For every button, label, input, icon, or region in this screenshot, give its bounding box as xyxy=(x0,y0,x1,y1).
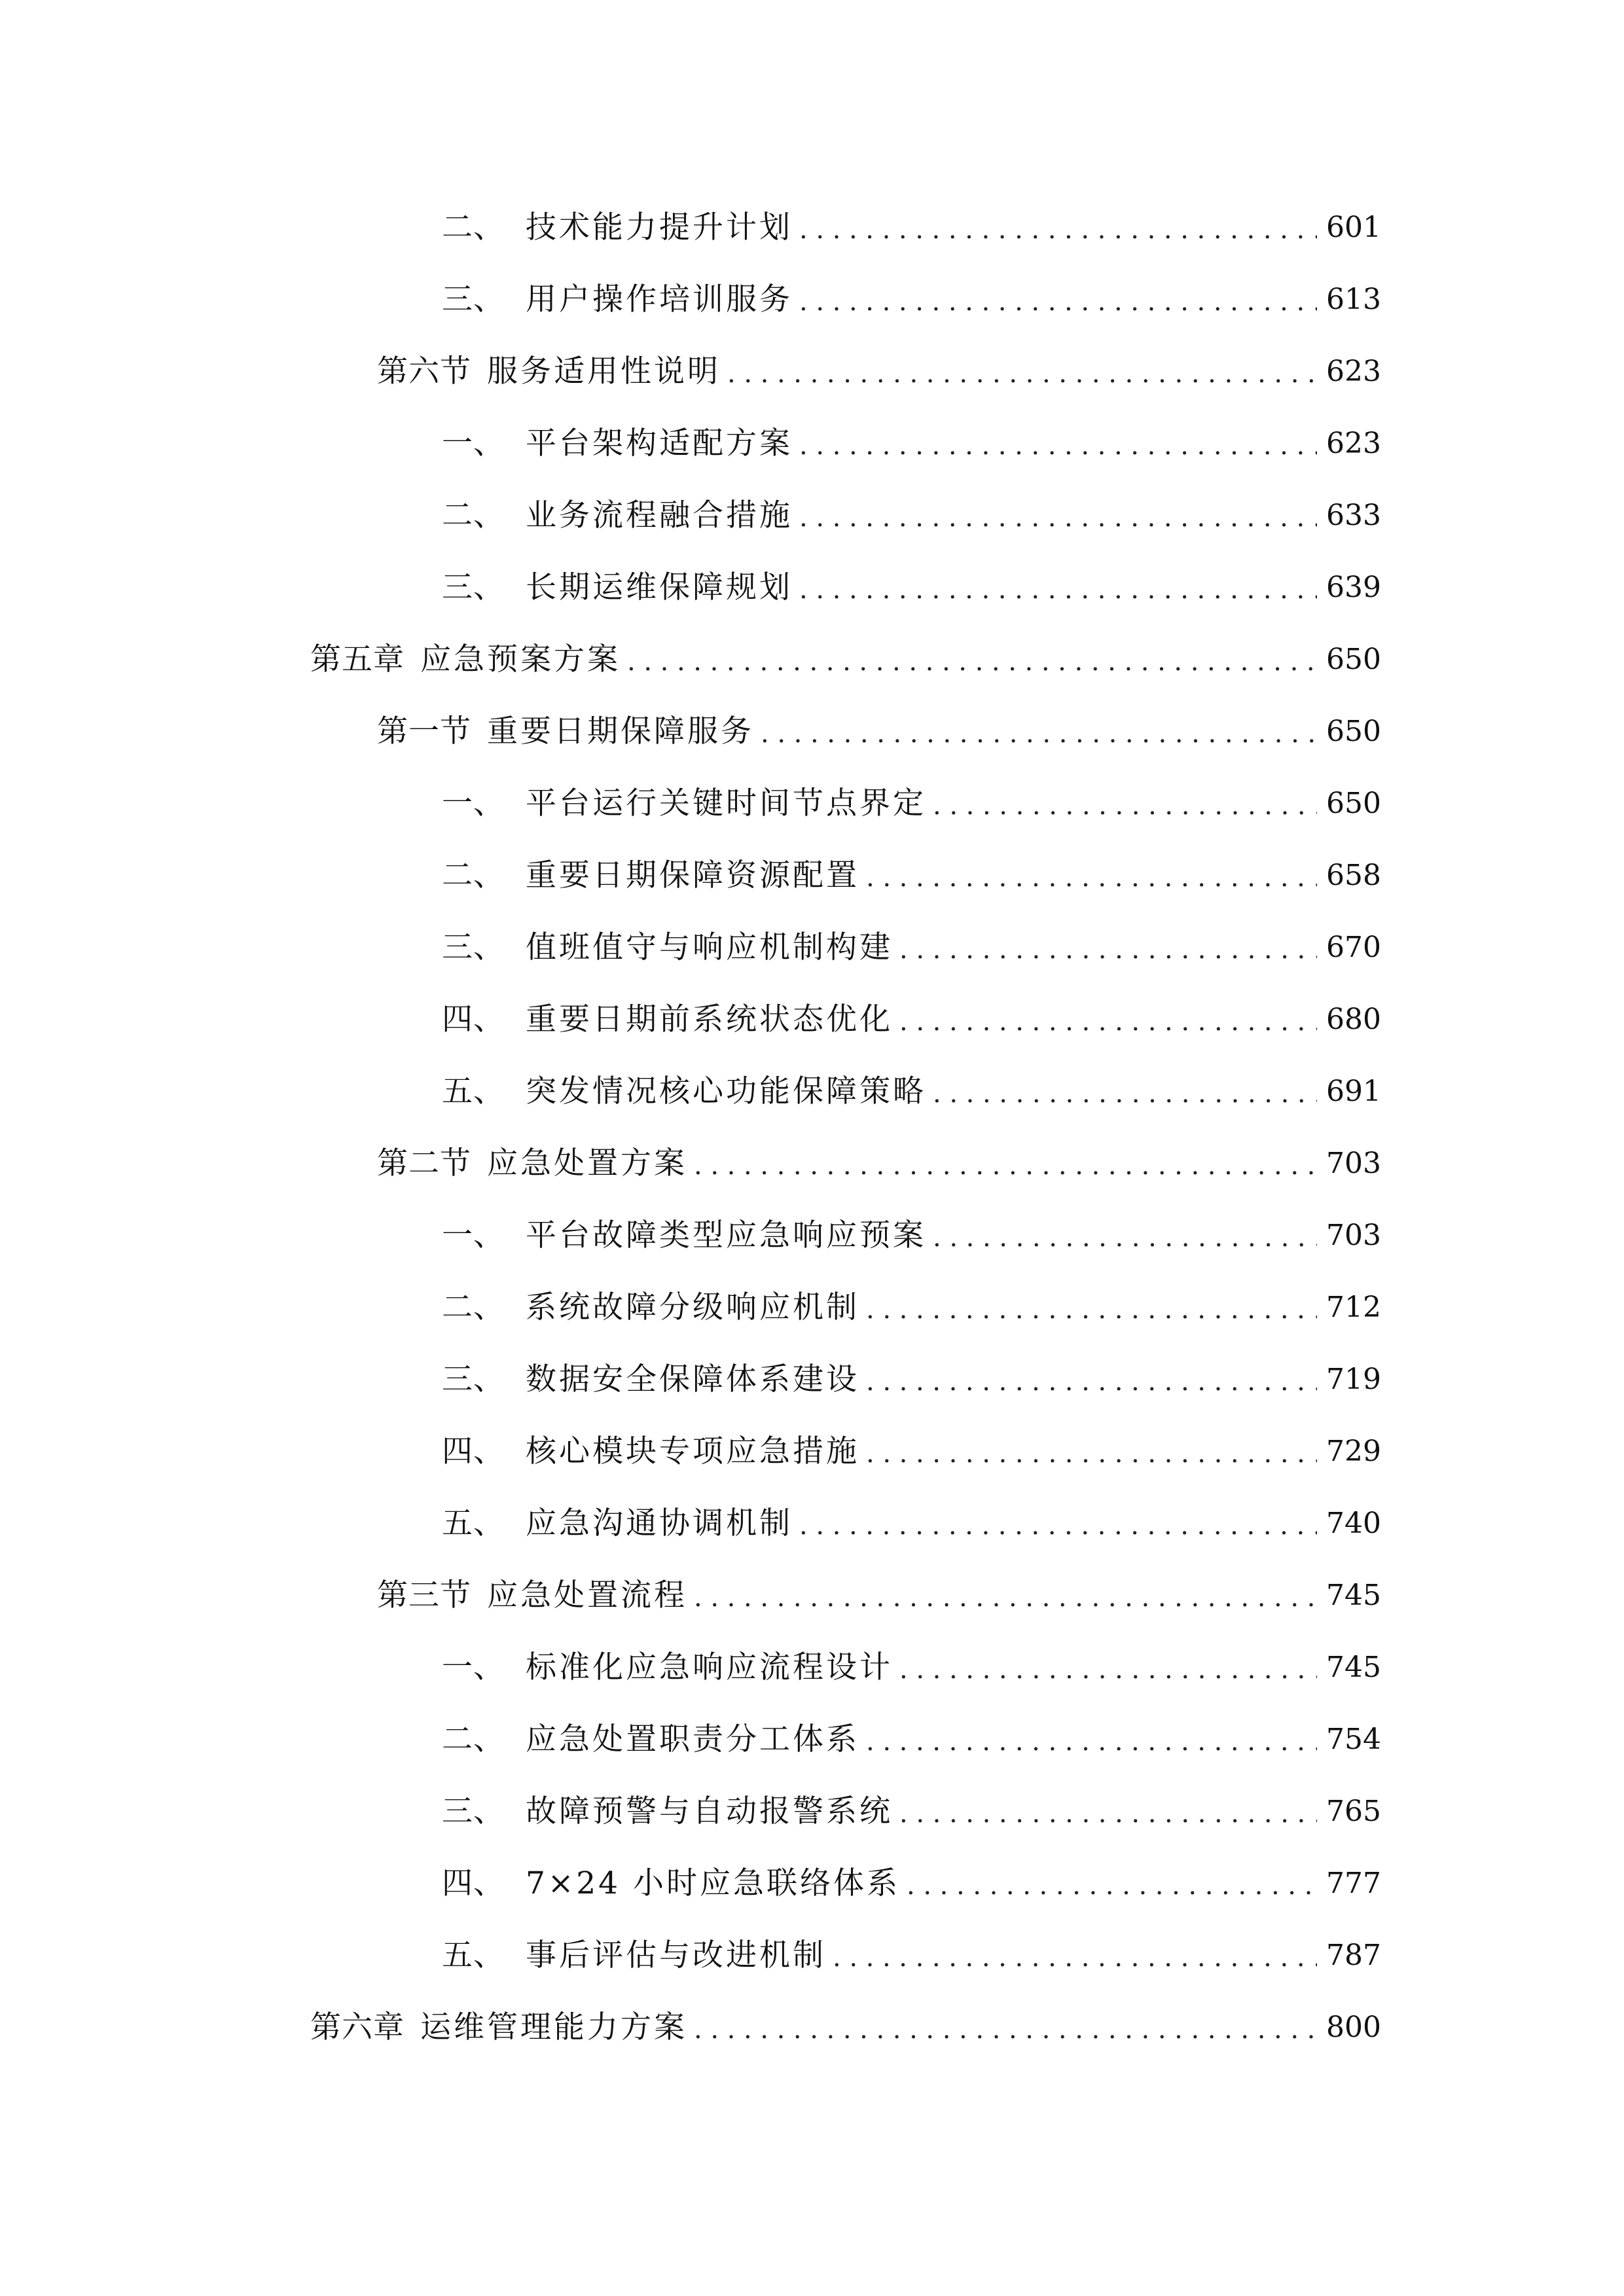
toc-entry[interactable] xyxy=(0,336,1624,408)
toc-entry-page: 719 xyxy=(1326,1363,1381,1396)
toc-entry-number: 三、 xyxy=(442,1361,505,1397)
toc-entry-page: 633 xyxy=(1326,499,1381,532)
dot-leader xyxy=(799,280,1317,319)
toc-entry-title: 重要日期保障资源配置 xyxy=(526,857,859,893)
dot-leader xyxy=(899,1792,1317,1831)
toc-entry-page: 765 xyxy=(1326,1795,1381,1828)
toc-entry-number: 第五章 xyxy=(310,641,405,677)
dot-leader xyxy=(833,1936,1317,1975)
dot-leader xyxy=(933,1216,1317,1255)
toc-entry[interactable] xyxy=(0,1920,1624,1992)
toc-entry[interactable] xyxy=(0,552,1624,624)
toc-entry-number: 第二节 xyxy=(377,1145,471,1181)
toc-entry[interactable] xyxy=(0,984,1624,1056)
toc-entry-page: 670 xyxy=(1326,931,1381,964)
toc-entry-number: 一、 xyxy=(442,1217,505,1253)
toc-entry-title: 应急处置方案 xyxy=(487,1145,687,1181)
toc-entry-title: 运维管理能力方案 xyxy=(420,2009,687,2045)
toc-entry-page: 712 xyxy=(1326,1291,1381,1324)
toc-entry-title: 标准化应急响应流程设计 xyxy=(526,1649,893,1685)
dot-leader xyxy=(799,568,1317,607)
toc-entry-number: 四、 xyxy=(442,1865,505,1901)
toc-entry[interactable] xyxy=(0,1704,1624,1776)
dot-leader xyxy=(799,208,1317,247)
toc-entry-number: 三、 xyxy=(442,569,505,605)
toc-entry-title: 事后评估与改进机制 xyxy=(526,1937,826,1973)
dot-leader xyxy=(761,712,1317,751)
toc-entry-number: 三、 xyxy=(442,1793,505,1829)
toc-entry[interactable] xyxy=(0,408,1624,480)
toc-entry-page: 740 xyxy=(1326,1507,1381,1540)
dot-leader xyxy=(933,784,1317,823)
toc-entry[interactable] xyxy=(0,1848,1624,1920)
toc-entry-number: 第三节 xyxy=(377,1577,471,1613)
toc-entry-title: 应急沟通协调机制 xyxy=(526,1505,793,1541)
toc-entry[interactable] xyxy=(0,264,1624,336)
toc-entry-title: 应急预案方案 xyxy=(420,641,621,677)
toc-entry-page: 691 xyxy=(1326,1075,1381,1108)
toc-entry-page: 623 xyxy=(1326,355,1381,388)
toc-entry-title: 平台运行关键时间节点界定 xyxy=(526,785,926,821)
toc-entry[interactable] xyxy=(0,1344,1624,1416)
dot-leader xyxy=(933,1072,1317,1111)
toc-entry-page: 703 xyxy=(1326,1147,1381,1180)
toc-entry-title: 平台故障类型应急响应预案 xyxy=(526,1217,926,1253)
toc-entry-number: 五、 xyxy=(442,1505,505,1541)
toc-entry-number: 第六节 xyxy=(377,353,471,389)
toc-entry-title: 核心模块专项应急措施 xyxy=(526,1433,859,1469)
toc-entry-number: 三、 xyxy=(442,281,505,317)
toc-entry-title: 系统故障分级响应机制 xyxy=(526,1289,859,1325)
dot-leader xyxy=(899,1648,1317,1687)
toc-entry-page: 613 xyxy=(1326,283,1381,316)
toc-entry[interactable] xyxy=(0,840,1624,912)
toc-entry-page: 650 xyxy=(1326,715,1381,748)
toc-entry-number: 二、 xyxy=(442,497,505,533)
toc-entry-number: 第六章 xyxy=(310,2009,405,2045)
dot-leader xyxy=(694,2008,1317,2047)
toc-entry[interactable] xyxy=(0,1056,1624,1128)
toc-entry-page: 754 xyxy=(1326,1723,1381,1756)
dot-leader xyxy=(866,1720,1317,1759)
toc-entry-number: 二、 xyxy=(442,857,505,893)
dot-leader xyxy=(799,496,1317,535)
toc-entry-page: 601 xyxy=(1326,211,1381,244)
dot-leader xyxy=(866,856,1317,895)
toc-entry-page: 787 xyxy=(1326,1939,1381,1972)
toc-entry-page: 658 xyxy=(1326,859,1381,892)
dot-leader xyxy=(866,1288,1317,1327)
toc-entry[interactable] xyxy=(0,192,1624,264)
toc-entry[interactable] xyxy=(0,768,1624,840)
toc-entry[interactable] xyxy=(0,1488,1624,1560)
toc-entry-title: 应急处置职责分工体系 xyxy=(526,1721,859,1757)
dot-leader xyxy=(627,640,1317,679)
toc-entry-number: 四、 xyxy=(442,1001,505,1037)
toc-entry-number: 一、 xyxy=(442,785,505,821)
toc-entry-title: 数据安全保障体系建设 xyxy=(526,1361,859,1397)
toc-entry[interactable] xyxy=(0,624,1624,696)
toc-entry-number: 二、 xyxy=(442,209,505,245)
toc-entry-number: 二、 xyxy=(442,1289,505,1325)
toc-entry-number: 一、 xyxy=(442,425,505,461)
toc-entry-title: 故障预警与自动报警系统 xyxy=(526,1793,893,1829)
toc-entry-page: 745 xyxy=(1326,1579,1381,1612)
dot-leader xyxy=(799,424,1317,463)
toc-entry-title: 7×24 小时应急联络体系 xyxy=(526,1865,901,1901)
toc-entry[interactable] xyxy=(0,1776,1624,1848)
toc-entry-number: 四、 xyxy=(442,1433,505,1469)
toc-entry-title: 重要日期前系统状态优化 xyxy=(526,1001,893,1037)
toc-entry-title: 技术能力提升计划 xyxy=(526,209,793,245)
toc-entry[interactable] xyxy=(0,1200,1624,1272)
toc-entry-number: 五、 xyxy=(442,1073,505,1109)
dot-leader xyxy=(899,1000,1317,1039)
dot-leader xyxy=(694,1576,1317,1615)
toc-entry-number: 第一节 xyxy=(377,713,471,749)
toc-entry-number: 一、 xyxy=(442,1649,505,1685)
toc-entry-page: 650 xyxy=(1326,787,1381,820)
toc-entry[interactable] xyxy=(0,1560,1624,1632)
toc-entry-title: 长期运维保障规划 xyxy=(526,569,793,605)
toc-entry-page: 703 xyxy=(1326,1219,1381,1252)
toc-entry-title: 重要日期保障服务 xyxy=(487,713,754,749)
toc-entry[interactable] xyxy=(0,696,1624,768)
toc-entry-page: 639 xyxy=(1326,571,1381,604)
toc-entry[interactable] xyxy=(0,1128,1624,1200)
toc-entry-page: 729 xyxy=(1326,1435,1381,1468)
toc-entry-page: 680 xyxy=(1326,1003,1381,1036)
toc-entry-page: 777 xyxy=(1326,1867,1381,1900)
dot-leader xyxy=(727,352,1317,391)
toc-entry-title: 应急处置流程 xyxy=(487,1577,687,1613)
toc-entry-page: 650 xyxy=(1326,643,1381,676)
toc-entry-number: 三、 xyxy=(442,929,505,965)
toc-entry-number: 五、 xyxy=(442,1937,505,1973)
toc-entry-title: 突发情况核心功能保障策略 xyxy=(526,1073,926,1109)
toc-entry[interactable] xyxy=(0,1632,1624,1704)
toc-entry-number: 二、 xyxy=(442,1721,505,1757)
dot-leader xyxy=(866,1432,1317,1471)
dot-leader xyxy=(694,1144,1317,1183)
toc-entry-title: 用户操作培训服务 xyxy=(526,281,793,317)
toc-entry-title: 服务适用性说明 xyxy=(487,353,721,389)
toc-entry-page: 800 xyxy=(1326,2011,1381,2044)
toc-entry-title: 平台架构适配方案 xyxy=(526,425,793,461)
toc-entry[interactable] xyxy=(0,912,1624,984)
toc-entry[interactable] xyxy=(0,1272,1624,1344)
dot-leader xyxy=(899,928,1317,967)
toc-entry-page: 623 xyxy=(1326,427,1381,460)
toc-entry[interactable] xyxy=(0,1416,1624,1488)
table-of-contents xyxy=(0,192,1624,2064)
dot-leader xyxy=(907,1864,1317,1903)
toc-entry[interactable] xyxy=(0,1992,1624,2064)
toc-entry-title: 值班值守与响应机制构建 xyxy=(526,929,893,965)
dot-leader xyxy=(866,1360,1317,1399)
dot-leader xyxy=(799,1504,1317,1543)
toc-entry-page: 745 xyxy=(1326,1651,1381,1684)
toc-entry[interactable] xyxy=(0,480,1624,552)
toc-entry-title: 业务流程融合措施 xyxy=(526,497,793,533)
